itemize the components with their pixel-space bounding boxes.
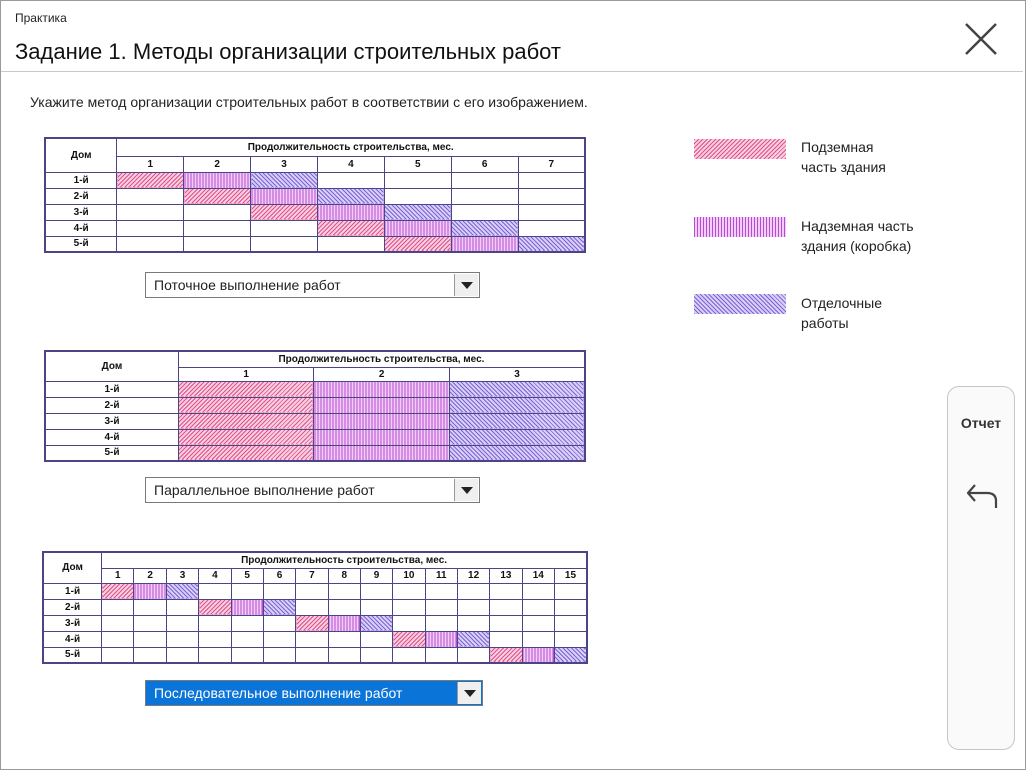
empty-cell <box>117 204 184 220</box>
empty-cell <box>360 599 392 615</box>
work-bar-pink <box>384 236 451 252</box>
work-bar-blue <box>384 204 451 220</box>
empty-cell <box>328 583 360 599</box>
house-label: 2-й <box>45 397 178 413</box>
empty-cell <box>251 220 318 236</box>
empty-cell <box>360 631 392 647</box>
month-label: 4 <box>199 568 231 583</box>
house-row <box>45 397 585 413</box>
work-bar-blue <box>449 445 585 461</box>
empty-cell <box>328 599 360 615</box>
empty-cell <box>554 599 587 615</box>
month-label: 1 <box>102 568 134 583</box>
empty-cell <box>451 172 518 188</box>
month-label: 1 <box>117 156 184 172</box>
page-title: Задание 1. Методы организации строительных работ <box>15 39 562 64</box>
month-label: 2 <box>184 156 251 172</box>
house-row <box>43 631 587 647</box>
duration-header: Продолжительность строительства, мес. <box>117 138 585 156</box>
house-label: 2-й <box>45 188 117 204</box>
empty-cell <box>166 631 198 647</box>
empty-cell <box>199 583 231 599</box>
work-bar-violet <box>251 188 318 204</box>
duration-header: Продолжительность строительства, мес. <box>178 351 585 367</box>
empty-cell <box>425 647 457 663</box>
gantt-chart-1 <box>44 137 586 253</box>
empty-cell <box>457 615 489 631</box>
house-label: 4-й <box>45 220 117 236</box>
month-label: 6 <box>451 156 518 172</box>
work-bar-violet <box>384 220 451 236</box>
empty-cell <box>199 615 231 631</box>
empty-cell <box>518 188 585 204</box>
empty-cell <box>451 204 518 220</box>
empty-cell <box>102 631 134 647</box>
close-icon <box>961 21 1001 57</box>
chevron-down-icon[interactable] <box>454 479 478 501</box>
work-bar-blue <box>317 188 384 204</box>
undo-arrow-icon <box>965 479 999 513</box>
duration-header: Продолжительность строительства, мес. <box>102 552 587 568</box>
work-bar-violet <box>425 631 457 647</box>
empty-cell <box>457 647 489 663</box>
empty-cell <box>231 583 263 599</box>
legend-label-underground: Подземная часть здания <box>801 139 886 175</box>
month-label: 4 <box>317 156 384 172</box>
empty-cell <box>166 599 198 615</box>
empty-cell <box>490 599 522 615</box>
chevron-down-icon[interactable] <box>457 682 481 704</box>
month-label: 2 <box>314 367 450 381</box>
work-bar-blue <box>518 236 585 252</box>
work-bar-violet <box>231 599 263 615</box>
empty-cell <box>522 631 554 647</box>
empty-cell <box>393 583 425 599</box>
empty-cell <box>166 615 198 631</box>
work-bar-violet <box>134 583 166 599</box>
house-row <box>45 172 585 188</box>
empty-cell <box>317 236 384 252</box>
house-row <box>45 220 585 236</box>
legend-label-finishing: Отделочные работы <box>801 295 883 331</box>
empty-cell <box>554 583 587 599</box>
work-bar-pink <box>317 220 384 236</box>
work-bar-blue <box>360 615 392 631</box>
empty-cell <box>184 236 251 252</box>
empty-cell <box>554 631 587 647</box>
empty-cell <box>328 647 360 663</box>
empty-cell <box>518 220 585 236</box>
work-bar-violet <box>314 413 450 429</box>
house-label: 5-й <box>45 445 178 461</box>
empty-cell <box>184 220 251 236</box>
house-row <box>43 599 587 615</box>
instruction-text: Укажите метод организации строительных работ в соответствии с его изображением. <box>30 94 588 110</box>
empty-cell <box>490 615 522 631</box>
month-label: 11 <box>425 568 457 583</box>
month-label: 3 <box>166 568 198 583</box>
empty-cell <box>296 647 328 663</box>
empty-cell <box>296 631 328 647</box>
month-row <box>45 156 585 172</box>
empty-cell <box>518 204 585 220</box>
empty-cell <box>184 204 251 220</box>
empty-cell <box>296 583 328 599</box>
empty-cell <box>518 172 585 188</box>
work-bar-pink <box>178 445 314 461</box>
empty-cell <box>231 647 263 663</box>
empty-cell <box>317 172 384 188</box>
empty-cell <box>134 631 166 647</box>
work-bar-pink <box>178 413 314 429</box>
house-label: 1-й <box>43 583 102 599</box>
month-label: 12 <box>457 568 489 583</box>
work-bar-blue <box>449 429 585 445</box>
header <box>1 1 1023 72</box>
work-bar-blue <box>449 381 585 397</box>
empty-cell <box>457 583 489 599</box>
empty-cell <box>393 599 425 615</box>
month-label: 3 <box>251 156 318 172</box>
house-row <box>45 429 585 445</box>
work-bar-pink <box>393 631 425 647</box>
empty-cell <box>425 599 457 615</box>
house-row <box>45 445 585 461</box>
empty-cell <box>360 647 392 663</box>
work-bar-blue <box>554 647 587 663</box>
empty-cell <box>554 615 587 631</box>
select-value: Поточное выполнение работ <box>154 277 341 293</box>
work-bar-pink <box>102 583 134 599</box>
work-bar-violet <box>314 381 450 397</box>
work-bar-pink <box>178 429 314 445</box>
month-label: 15 <box>554 568 587 583</box>
back-button[interactable] <box>965 479 999 513</box>
empty-cell <box>134 615 166 631</box>
month-label: 3 <box>449 367 585 381</box>
side-panel <box>947 386 1015 750</box>
section-label: Практика <box>15 11 67 25</box>
work-bar-pink <box>184 188 251 204</box>
legend-swatch-finishing <box>694 294 786 314</box>
work-bar-blue <box>457 631 489 647</box>
empty-cell <box>425 615 457 631</box>
house-row <box>43 583 587 599</box>
house-label: 5-й <box>43 647 102 663</box>
house-label: 1-й <box>45 172 117 188</box>
month-label: 2 <box>134 568 166 583</box>
house-label: 2-й <box>43 599 102 615</box>
empty-cell <box>102 615 134 631</box>
empty-cell <box>263 583 295 599</box>
close-button[interactable] <box>961 21 1001 57</box>
empty-cell <box>134 647 166 663</box>
empty-cell <box>384 172 451 188</box>
select-value: Последовательное выполнение работ <box>154 685 403 701</box>
work-bar-pink <box>296 615 328 631</box>
house-label: 3-й <box>45 204 117 220</box>
empty-cell <box>522 599 554 615</box>
house-header: Дом <box>43 552 102 583</box>
empty-cell <box>263 631 295 647</box>
empty-cell <box>425 583 457 599</box>
work-bar-violet <box>314 445 450 461</box>
empty-cell <box>328 631 360 647</box>
month-label: 10 <box>393 568 425 583</box>
house-row <box>43 647 587 663</box>
month-label: 14 <box>522 568 554 583</box>
house-row <box>45 381 585 397</box>
work-bar-violet <box>328 615 360 631</box>
empty-cell <box>231 615 263 631</box>
empty-cell <box>522 583 554 599</box>
month-label: 8 <box>328 568 360 583</box>
month-label: 1 <box>178 367 314 381</box>
work-bar-blue <box>251 172 318 188</box>
empty-cell <box>490 631 522 647</box>
month-label: 13 <box>490 568 522 583</box>
empty-cell <box>102 599 134 615</box>
work-bar-pink <box>490 647 522 663</box>
work-bar-blue <box>263 599 295 615</box>
empty-cell <box>490 583 522 599</box>
work-bar-violet <box>184 172 251 188</box>
month-label: 9 <box>360 568 392 583</box>
work-bar-violet <box>314 397 450 413</box>
house-row <box>45 188 585 204</box>
empty-cell <box>117 220 184 236</box>
work-bar-blue <box>449 397 585 413</box>
work-bar-blue <box>451 220 518 236</box>
empty-cell <box>393 647 425 663</box>
work-bar-violet <box>522 647 554 663</box>
house-row <box>45 413 585 429</box>
house-label: 3-й <box>43 615 102 631</box>
house-label: 4-й <box>43 631 102 647</box>
house-label: 1-й <box>45 381 178 397</box>
month-label: 5 <box>231 568 263 583</box>
empty-cell <box>384 188 451 204</box>
method-select-2[interactable] <box>145 477 480 503</box>
work-bar-pink <box>251 204 318 220</box>
empty-cell <box>117 188 184 204</box>
house-row <box>45 204 585 220</box>
empty-cell <box>199 647 231 663</box>
empty-cell <box>263 647 295 663</box>
month-label: 7 <box>518 156 585 172</box>
house-label: 4-й <box>45 429 178 445</box>
method-select-3[interactable] <box>145 680 483 706</box>
gantt-chart-2 <box>44 350 586 462</box>
legend-swatch-underground <box>694 139 786 159</box>
empty-cell <box>457 599 489 615</box>
work-bar-blue <box>449 413 585 429</box>
empty-cell <box>134 599 166 615</box>
work-bar-violet <box>451 236 518 252</box>
house-label: 3-й <box>45 413 178 429</box>
report-button[interactable]: Отчет <box>960 415 1002 431</box>
house-header: Дом <box>45 138 117 172</box>
empty-cell <box>296 599 328 615</box>
house-row <box>45 236 585 252</box>
house-row <box>43 615 587 631</box>
month-label: 6 <box>263 568 295 583</box>
gantt-chart-3 <box>42 551 588 664</box>
method-select-1[interactable] <box>145 272 480 298</box>
work-bar-pink <box>117 172 184 188</box>
empty-cell <box>231 631 263 647</box>
empty-cell <box>451 188 518 204</box>
house-label: 5-й <box>45 236 117 252</box>
work-bar-pink <box>178 381 314 397</box>
empty-cell <box>522 615 554 631</box>
empty-cell <box>360 583 392 599</box>
work-bar-violet <box>317 204 384 220</box>
empty-cell <box>117 236 184 252</box>
empty-cell <box>263 615 295 631</box>
month-row <box>43 568 587 583</box>
empty-cell <box>102 647 134 663</box>
house-header: Дом <box>45 351 178 381</box>
legend-swatch-aboveground <box>694 217 786 237</box>
empty-cell <box>166 647 198 663</box>
legend-label-aboveground: Надземная часть здания (коробка) <box>801 218 914 254</box>
empty-cell <box>199 631 231 647</box>
work-bar-pink <box>199 599 231 615</box>
work-bar-violet <box>314 429 450 445</box>
month-label: 5 <box>384 156 451 172</box>
empty-cell <box>393 615 425 631</box>
empty-cell <box>251 236 318 252</box>
chevron-down-icon[interactable] <box>454 274 478 296</box>
select-value: Параллельное выполнение работ <box>154 482 375 498</box>
month-label: 7 <box>296 568 328 583</box>
work-bar-pink <box>178 397 314 413</box>
work-bar-blue <box>166 583 198 599</box>
